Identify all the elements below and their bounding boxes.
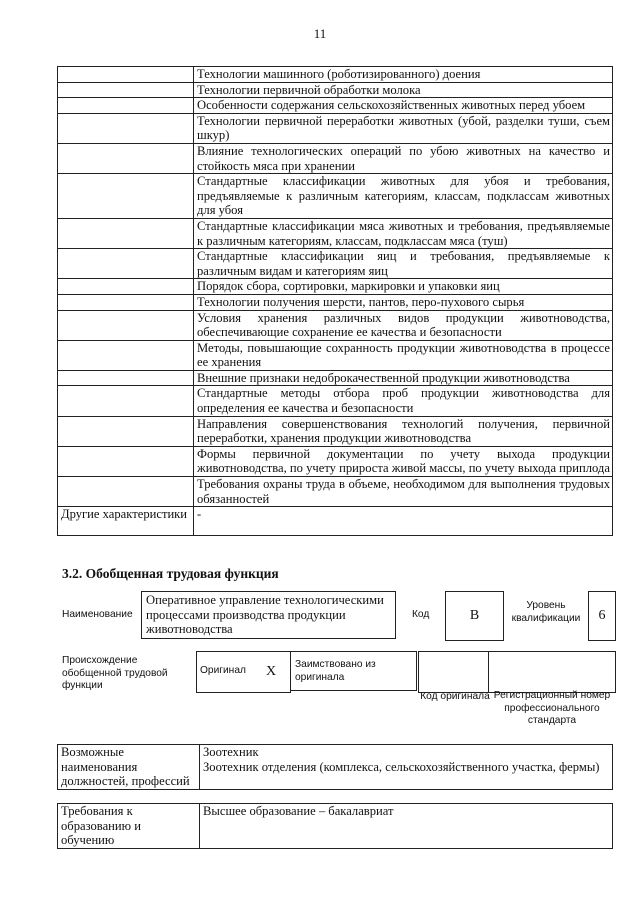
original-code-cell (418, 651, 489, 693)
original-label: Оригинал (200, 665, 246, 676)
knowledge-item: Стандартные методы отбора проб продукции животноводства для определения ее качества и безопасности (194, 386, 613, 416)
table-row (58, 386, 613, 416)
empty-cell (58, 143, 194, 173)
table-row (58, 370, 613, 386)
positions-values (200, 745, 613, 790)
position-item: Зоотехник отделения (комплекса, сельскохозяйственного участка, фермы) (203, 759, 600, 774)
knowledge-item: Влияние технологических операций по убою животных на качество и стойкость мяса при хранении (194, 143, 613, 173)
knowledge-item: Стандартные классификации животных для убоя и требования, предъявляемые к различным категориям, классам, подклассам животных для убоя (194, 174, 613, 219)
empty-cell (58, 174, 194, 219)
table-row (58, 804, 613, 849)
name-label: Наименование (62, 609, 133, 620)
function-code-value: В (445, 591, 504, 641)
table-row (58, 416, 613, 446)
original-cell (196, 651, 291, 693)
qualification-level-label: Уровень квалификации (511, 600, 581, 624)
table-row (58, 340, 613, 370)
empty-cell (58, 340, 194, 370)
reg-number-caption: Регистрационный номер профессионального стандарта (493, 690, 611, 726)
knowledge-item: Технологии первичной переработки животных (убой, разделки туши, съем шкур) (194, 113, 613, 143)
knowledge-item: Порядок сбора, сортировки, маркировки и упаковки яиц (194, 279, 613, 295)
function-name-value: Оперативное управление технологическими процессами производства продукции животноводства (141, 591, 396, 639)
position-item: Зоотехник (203, 745, 259, 759)
page-number: 11 (313, 26, 327, 41)
original-mark: X (266, 664, 277, 679)
empty-cell (58, 82, 194, 98)
table-row (58, 279, 613, 295)
qualification-level-value: 6 (588, 591, 616, 641)
original-code-caption: Код оригинала (420, 691, 490, 702)
table-row (58, 507, 613, 536)
knowledge-item: Требования охраны труда в объеме, необходимом для выполнения трудовых обязанностей (194, 477, 613, 507)
empty-cell (58, 218, 194, 248)
other-characteristics-value: - (194, 507, 613, 536)
knowledge-item: Внешние признаки недоброкачественной продукции животноводства (194, 370, 613, 386)
knowledge-item: Методы, повышающие сохранность продукции животноводства в процессе ее хранения (194, 340, 613, 370)
table-row (58, 67, 613, 83)
table-row (58, 143, 613, 173)
table-row (58, 294, 613, 310)
knowledge-item: Особенности содержания сельскохозяйственных животных перед убоем (194, 98, 613, 114)
other-characteristics-label: Другие характеристики (58, 507, 194, 536)
table-row (58, 174, 613, 219)
education-value: Высшее образование – бакалавриат (200, 804, 613, 849)
table-row (58, 218, 613, 248)
table-row (58, 477, 613, 507)
empty-cell (58, 446, 194, 476)
knowledge-item: Технологии машинного (роботизированного) доения (194, 67, 613, 83)
empty-cell (58, 113, 194, 143)
table-row (58, 113, 613, 143)
knowledge-item: Технологии получения шерсти, пантов, перо-пухового сырья (194, 294, 613, 310)
empty-cell (58, 98, 194, 114)
reg-number-cell (488, 651, 616, 693)
knowledge-item: Условия хранения различных видов продукции животноводства, обеспечивающие сохранение ее качества и безопасности (194, 310, 613, 340)
empty-cell (58, 310, 194, 340)
table-row (58, 249, 613, 279)
education-label: Требования к образованию и обучению (58, 804, 200, 849)
knowledge-item: Технологии первичной обработки молока (194, 82, 613, 98)
empty-cell (58, 279, 194, 295)
origin-label: Происхождение обобщенной трудовой функции (62, 655, 168, 691)
empty-cell (58, 477, 194, 507)
table-row (58, 446, 613, 476)
knowledge-item: Формы первичной документации по учету выхода продукции животноводства, по учету прироста живой массы, по учету выхода приплода (194, 446, 613, 476)
empty-cell (58, 249, 194, 279)
section-title: 3.2. Обобщенная трудовая функция (62, 566, 279, 581)
table-row (58, 745, 613, 790)
table-row (58, 82, 613, 98)
empty-cell (58, 386, 194, 416)
knowledge-table (57, 66, 613, 536)
positions-table (57, 744, 613, 790)
positions-label: Возможные наименования должностей, профессий (58, 745, 200, 790)
education-table (57, 803, 613, 849)
knowledge-label-cell (58, 67, 194, 83)
empty-cell (58, 294, 194, 310)
empty-cell (58, 370, 194, 386)
table-row (58, 310, 613, 340)
empty-cell (58, 416, 194, 446)
knowledge-item: Стандартные классификации яиц и требования, предъявляемые к различным видам и категориям яиц (194, 249, 613, 279)
borrowed-label: Заимствовано из оригинала (290, 651, 417, 691)
knowledge-item: Стандартные классификации мяса животных и требования, предъявляемые к различным категориям, классам, подклассам мяса (туш) (194, 218, 613, 248)
code-label: Код (412, 609, 430, 620)
knowledge-item: Направления совершенствования технологий получения, первичной переработки, хранения продукции животноводства (194, 416, 613, 446)
table-row (58, 98, 613, 114)
